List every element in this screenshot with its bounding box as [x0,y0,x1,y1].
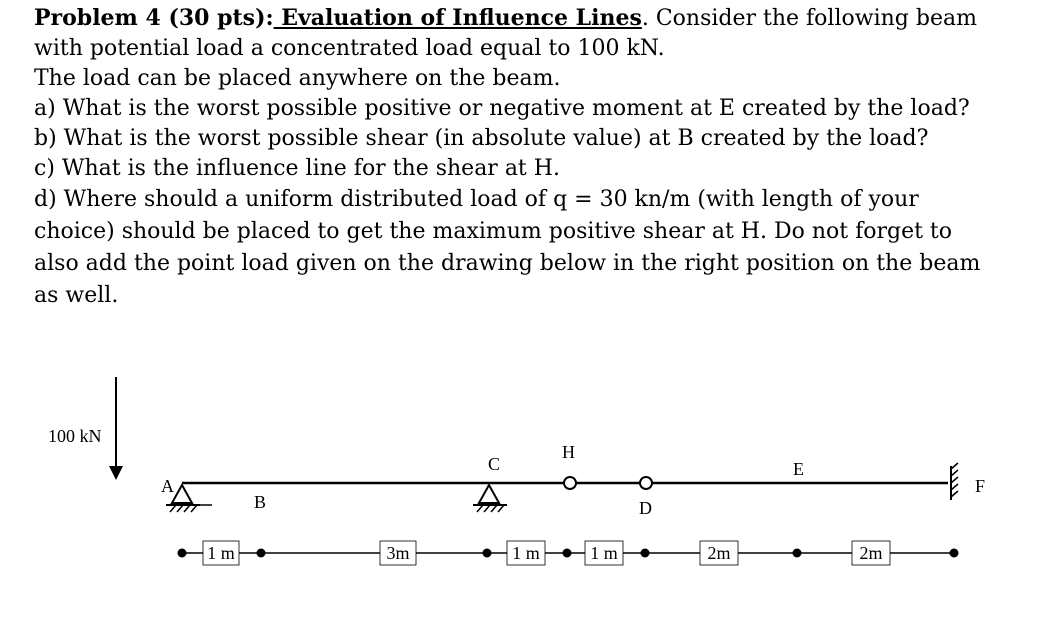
dim-node [257,549,266,558]
dim-label-ab: 1 m [207,543,235,563]
dim-label-bc: 3m [386,543,410,563]
dim-label-de: 2m [707,543,731,563]
dim-node [641,549,650,558]
hinge-h [564,477,576,489]
problem-topic: Evaluation of Influence Lines [273,5,642,31]
intro-text-2: with potential load a concentrated load equal to 100 kN. [34,36,665,61]
question-b: b) What is the worst possible shear (in absolute value) at B created by the load? [34,126,929,151]
question-d-line-3: also add the point load given on the drawing below in the right position on the beam [34,251,981,276]
dim-node [950,549,959,558]
question-c: c) What is the influence line for the shear at H. [34,156,560,181]
intro-text-3: The load can be placed anywhere on the beam. [34,66,561,91]
question-d-line-4: as well. [34,283,119,308]
label-b: B [254,492,267,512]
dim-node [793,549,802,558]
hinge-d [640,477,652,489]
dim-label-ef: 2m [859,543,883,563]
question-d-line-2: choice) should be placed to get the maximum positive shear at H. Do not forget to [34,219,953,244]
dim-node [483,549,492,558]
label-d: D [639,498,652,518]
dim-label-hd: 1 m [590,543,618,563]
point-load-arrow [109,377,123,480]
dim-label-ch: 1 m [512,543,540,563]
label-c: C [488,454,501,474]
label-h: H [562,442,575,462]
label-a: A [161,476,174,496]
label-f: F [975,476,986,496]
load-label: 100 kN [48,426,102,446]
fixed-support-f [951,463,958,500]
label-e: E [793,459,804,479]
dim-node [563,549,572,558]
pin-support-c [473,485,507,512]
dimension-line [178,541,959,565]
intro-text-1: . Consider the following beam [641,6,977,31]
question-a: a) What is the worst possible positive or negative moment at E created by the load? [34,96,970,121]
question-d-line-1: d) Where should a uniform distributed load of q = 30 kn/m (with length of your [34,187,919,212]
dim-node [178,549,187,558]
problem-number: Problem 4 (30 pts): [34,5,274,31]
